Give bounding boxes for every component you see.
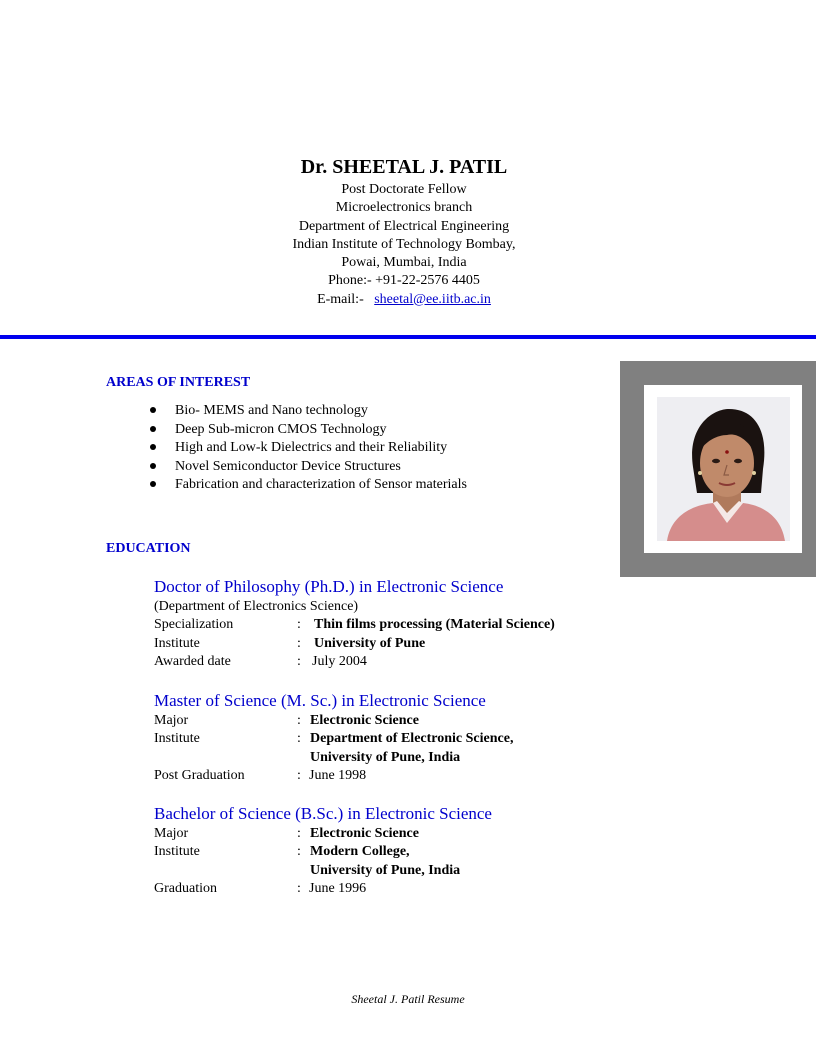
location-line: Powai, Mumbai, India — [341, 255, 467, 271]
detail-row: Institute : Department of Electronic Science, — [154, 731, 514, 747]
photo-mat — [644, 385, 802, 553]
detail-row: Major : Electronic Science — [154, 713, 419, 728]
list-item: Novel Semiconductor Device Structures — [150, 458, 467, 477]
email-line — [0, 291, 808, 309]
degree-bsc — [154, 803, 674, 898]
detail-row: Awarded date : July 2004 — [154, 653, 367, 669]
degree-title: Bachelor of Science (B.Sc.) in Electronic Science — [154, 804, 492, 823]
detail-row: Institute : Modern College, — [154, 844, 410, 860]
email-label: E-mail:- — [317, 291, 364, 307]
detail-row: Specialization : Thin films processing (Material Science) — [154, 617, 555, 633]
bullet-icon — [150, 426, 156, 432]
department-line: Department of Electrical Engineering — [298, 218, 510, 234]
detail-row: Institute : University of Pune — [154, 635, 426, 651]
degree-title: Doctor of Philosophy (Ph.D.) in Electronic Science — [154, 577, 504, 596]
institute-line: Indian Institute of Technology Bombay, — [292, 236, 516, 252]
profile-photo — [657, 397, 790, 541]
degree-phd — [154, 576, 674, 671]
degree-department: (Department of Electronics Science) — [154, 599, 359, 614]
candidate-name: Dr. SHEETAL J. PATIL — [300, 156, 508, 178]
bullet-icon — [150, 407, 156, 413]
detail-row: University of Pune, India — [310, 749, 461, 765]
position-line: Post Doctorate Fellow — [341, 182, 467, 197]
portrait-illustration — [657, 397, 790, 541]
email-link[interactable]: sheetal@ee.iitb.ac.in — [374, 291, 491, 307]
resume-header — [0, 155, 808, 309]
degree-msc — [154, 690, 674, 785]
interest-list — [150, 402, 467, 495]
bullet-icon — [150, 444, 156, 450]
branch-line: Microelectronics branch — [335, 200, 473, 216]
detail-row: University of Pune, India — [310, 862, 461, 878]
education-heading: EDUCATION — [106, 541, 191, 556]
page-footer: Sheetal J. Patil Resume — [351, 992, 465, 1006]
photo-frame — [620, 361, 816, 577]
list-item: High and Low-k Dielectrics and their Reliability — [150, 439, 467, 458]
bullet-icon — [150, 463, 156, 469]
header-divider — [0, 335, 816, 339]
detail-row: Graduation : June 1996 — [154, 880, 367, 896]
degree-title: Master of Science (M. Sc.) in Electronic Science — [154, 691, 486, 710]
phone-line: Phone:- +91-22-2576 4405 — [328, 273, 480, 289]
detail-row: Post Graduation : June 1998 — [154, 767, 367, 783]
bullet-icon — [150, 481, 156, 487]
list-item: Fabrication and characterization of Sensor materials — [150, 476, 467, 495]
detail-row: Major : Electronic Science — [154, 826, 419, 841]
list-item: Bio- MEMS and Nano technology — [150, 402, 467, 421]
list-item: Deep Sub-micron CMOS Technology — [150, 421, 467, 440]
areas-of-interest-heading: AREAS OF INTEREST — [106, 375, 251, 390]
